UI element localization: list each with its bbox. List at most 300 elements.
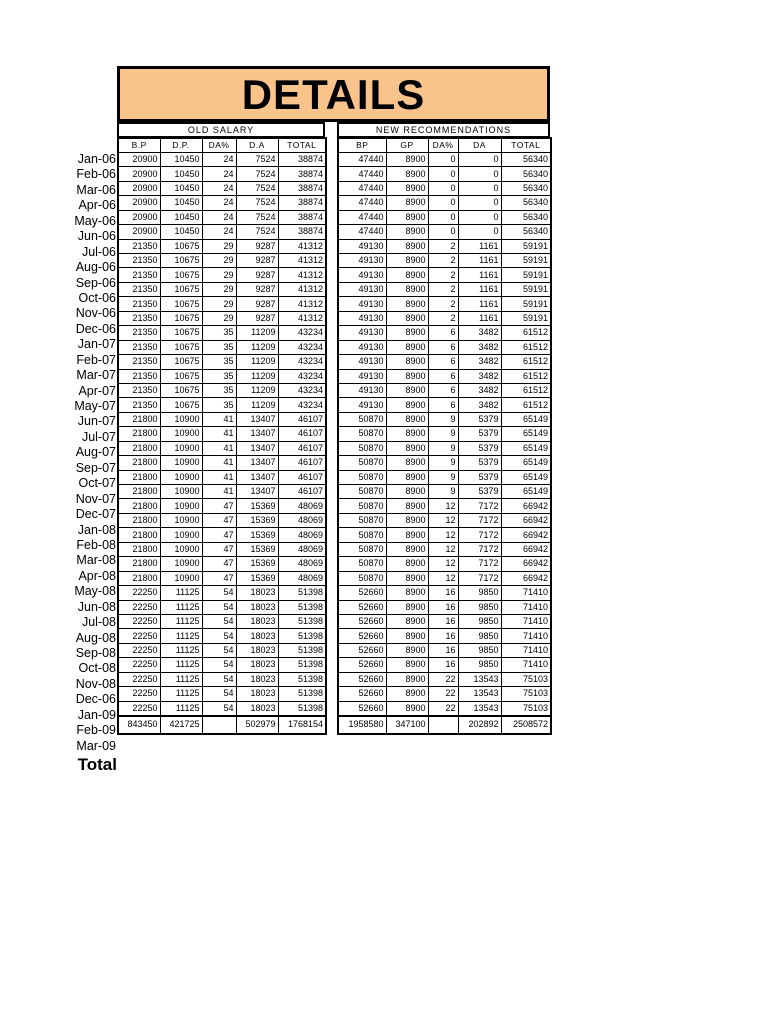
new-rec-cell: 12 [428,528,458,542]
old-salary-cell: 11209 [236,383,278,397]
old-salary-cell: 10900 [160,441,202,455]
new-rec-cell: 7172 [458,571,501,585]
new-rec-cell: 49130 [338,239,386,253]
old-salary-cell: 13407 [236,485,278,499]
month-label: Aug-07 [75,445,116,460]
new-rec-cell: 12 [428,571,458,585]
table-row [338,340,551,354]
new-rec-total-cell: 202892 [458,716,501,734]
new-rec-cell: 0 [458,152,501,166]
new-rec-cell: 2 [428,282,458,296]
new-rec-cell: 65149 [501,456,551,470]
table-row [118,152,326,166]
new-rec-cell: 50870 [338,542,386,556]
new-rec-total-cell: 1958580 [338,716,386,734]
old-salary-cell: 15369 [236,499,278,513]
table-row [118,254,326,268]
old-salary-cell: 20900 [118,181,160,195]
old-salary-cell: 21800 [118,528,160,542]
month-labels [40,152,117,754]
new-rec-cell: 8900 [386,427,428,441]
new-rec-cell: 47440 [338,181,386,195]
old-salary-cell: 22250 [118,701,160,715]
table-row [338,196,551,210]
month-label: Apr-06 [78,198,116,213]
new-rec-cell: 49130 [338,254,386,268]
new-rec-cell: 0 [428,196,458,210]
old-salary-cell: 38874 [278,225,326,239]
new-rec-cell: 5379 [458,427,501,441]
old-salary-cell: 21800 [118,470,160,484]
old-salary-cell: 20900 [118,196,160,210]
month-label: Jun-07 [77,414,116,429]
old-salary-cell: 21350 [118,355,160,369]
new-rec-cell: 66942 [501,542,551,556]
old-salary-cell: 47 [202,571,236,585]
old-salary-cell: 10900 [160,499,202,513]
old-salary-cell: 29 [202,239,236,253]
old-salary-cell: 51398 [278,701,326,715]
new-rec-cell: 56340 [501,167,551,181]
old-salary-cell: 46107 [278,470,326,484]
old-salary-cell: 15369 [236,542,278,556]
month-label: Oct-06 [78,290,116,305]
table-row [338,658,551,672]
old-salary-cell: 47 [202,542,236,556]
table-row [118,629,326,643]
old-salary-cell: 11125 [160,614,202,628]
old-salary-cell: 10900 [160,412,202,426]
new-rec-cell: 6 [428,340,458,354]
table-row [338,412,551,426]
new-rec-cell: 8900 [386,687,428,701]
new-rec-cell: 50870 [338,571,386,585]
new-rec-cell: 71410 [501,586,551,600]
table-row [338,672,551,686]
old-salary-column-header-row [118,138,326,152]
old-salary-cell: 51398 [278,672,326,686]
new-rec-cell: 56340 [501,152,551,166]
month-label: Jul-06 [81,244,116,259]
page-title: DETAILS [241,71,426,118]
old-salary-cell: 54 [202,586,236,600]
table-row [338,643,551,657]
new-rec-cell: 8900 [386,225,428,239]
old-salary-cell: 10675 [160,297,202,311]
new-rec-cell: 75103 [501,701,551,715]
old-salary-total-cell: 843450 [118,716,160,734]
old-salary-cell: 51398 [278,643,326,657]
old-salary-cell: 24 [202,225,236,239]
old-salary-cell: 47 [202,499,236,513]
new-rec-cell: 52660 [338,600,386,614]
new-rec-cell: 1161 [458,311,501,325]
month-label: Oct-07 [78,476,116,491]
new-rec-cell: 9 [428,470,458,484]
table-row [118,672,326,686]
old-salary-column-header: B.P [118,138,160,152]
new-rec-cell: 9 [428,412,458,426]
old-salary-cell: 11125 [160,672,202,686]
old-salary-cell: 43234 [278,326,326,340]
old-salary-cell: 22250 [118,672,160,686]
new-rec-cell: 5379 [458,441,501,455]
table-row [338,210,551,224]
new-rec-cell: 61512 [501,369,551,383]
old-salary-cell: 7524 [236,181,278,195]
new-rec-cell: 8900 [386,268,428,282]
new-rec-cell: 50870 [338,485,386,499]
table-row [338,167,551,181]
table-row [338,513,551,527]
new-rec-cell: 9850 [458,614,501,628]
new-rec-cell: 49130 [338,340,386,354]
old-salary-cell: 48069 [278,557,326,571]
new-rec-cell: 61512 [501,340,551,354]
new-rec-cell: 9 [428,485,458,499]
table-row [338,499,551,513]
old-salary-cell: 22250 [118,586,160,600]
new-rec-cell: 8900 [386,311,428,325]
new-rec-cell: 8900 [386,398,428,412]
new-rec-cell: 75103 [501,672,551,686]
old-salary-cell: 24 [202,152,236,166]
new-rec-cell: 8900 [386,542,428,556]
new-rec-cell: 61512 [501,355,551,369]
new-rec-cell: 52660 [338,629,386,643]
old-salary-cell: 21800 [118,427,160,441]
old-salary-cell: 9287 [236,239,278,253]
new-rec-cell: 6 [428,383,458,397]
new-rec-cell: 65149 [501,412,551,426]
new-rec-cell: 59191 [501,282,551,296]
new-rec-cell: 50870 [338,499,386,513]
old-salary-cell: 35 [202,326,236,340]
old-salary-cell: 54 [202,614,236,628]
old-salary-cell: 54 [202,643,236,657]
old-salary-cell: 43234 [278,369,326,383]
old-salary-cell: 21350 [118,383,160,397]
table-row [118,282,326,296]
new-rec-cell: 8900 [386,340,428,354]
table-row [118,196,326,210]
new-rec-cell: 3482 [458,398,501,412]
new-rec-cell: 0 [458,225,501,239]
table-row [118,658,326,672]
month-label: Aug-08 [75,630,116,645]
old-salary-cell: 13407 [236,412,278,426]
new-rec-column-header-row [338,138,551,152]
month-label: Sep-06 [75,275,116,290]
old-salary-cell: 13407 [236,441,278,455]
table-row [338,297,551,311]
new-rec-cell: 22 [428,701,458,715]
new-rec-cell: 9850 [458,658,501,672]
old-salary-cell: 10675 [160,282,202,296]
new-rec-cell: 71410 [501,600,551,614]
new-rec-column-header: DA% [428,138,458,152]
old-salary-cell: 29 [202,268,236,282]
new-rec-cell: 8900 [386,210,428,224]
month-label: Mar-07 [76,368,116,383]
old-salary-cell: 10450 [160,196,202,210]
old-salary-cell: 46107 [278,412,326,426]
new-rec-cell: 1161 [458,282,501,296]
old-salary-cell: 46107 [278,441,326,455]
old-salary-cell: 38874 [278,181,326,195]
old-salary-cell: 43234 [278,340,326,354]
new-rec-cell: 71410 [501,614,551,628]
new-rec-cell: 9 [428,441,458,455]
month-label: Dec-06 [75,321,116,336]
new-rec-cell: 9 [428,427,458,441]
new-rec-cell: 59191 [501,239,551,253]
new-rec-cell: 16 [428,586,458,600]
new-rec-total-cell [428,716,458,734]
table-row [338,383,551,397]
old-salary-cell: 21800 [118,441,160,455]
old-salary-cell: 10900 [160,456,202,470]
new-rec-cell: 8900 [386,658,428,672]
new-rec-cell: 12 [428,513,458,527]
old-salary-cell: 10450 [160,152,202,166]
table-row [338,427,551,441]
old-salary-cell: 15369 [236,528,278,542]
new-rec-cell: 47440 [338,196,386,210]
old-salary-cell: 41 [202,427,236,441]
old-salary-cell: 11209 [236,398,278,412]
new-rec-cell: 8900 [386,643,428,657]
old-salary-column-header: TOTAL [278,138,326,152]
new-rec-cell: 0 [458,196,501,210]
new-rec-cell: 2 [428,311,458,325]
old-salary-cell: 20900 [118,152,160,166]
old-salary-cell: 21350 [118,369,160,383]
new-rec-cell: 3482 [458,369,501,383]
new-rec-cell: 13543 [458,672,501,686]
new-rec-cell: 50870 [338,557,386,571]
old-salary-cell: 20900 [118,210,160,224]
old-salary-cell: 29 [202,254,236,268]
new-rec-cell: 7172 [458,557,501,571]
new-rec-cell: 0 [428,181,458,195]
table-row [118,239,326,253]
new-rec-cell: 16 [428,643,458,657]
table-row [118,383,326,397]
new-rec-cell: 66942 [501,528,551,542]
new-rec-cell: 8900 [386,355,428,369]
table-row [118,485,326,499]
old-salary-cell: 47 [202,513,236,527]
month-label: Jun-06 [77,229,116,244]
new-rec-cell: 47440 [338,152,386,166]
old-salary-cell: 54 [202,672,236,686]
new-rec-cell: 56340 [501,210,551,224]
old-salary-cell: 10900 [160,542,202,556]
old-salary-total-cell: 421725 [160,716,202,734]
new-rec-cell: 8900 [386,412,428,426]
table-row [118,369,326,383]
old-salary-cell: 54 [202,658,236,672]
new-rec-cell: 0 [428,167,458,181]
new-rec-cell: 0 [428,152,458,166]
old-salary-cell: 9287 [236,268,278,282]
month-label: May-08 [74,584,116,599]
table-row [338,600,551,614]
month-label: May-06 [74,213,116,228]
month-label: Jul-08 [81,615,116,630]
old-salary-cell: 21350 [118,297,160,311]
new-recommendations-header: NEW RECOMMENDATIONS [337,122,550,138]
old-salary-cell: 35 [202,369,236,383]
new-rec-cell: 49130 [338,369,386,383]
new-rec-cell: 66942 [501,513,551,527]
old-salary-cell: 13407 [236,456,278,470]
old-salary-cell: 10900 [160,470,202,484]
table-row [338,181,551,195]
new-rec-cell: 61512 [501,326,551,340]
table-row [118,513,326,527]
month-label: Apr-07 [78,383,116,398]
new-rec-cell: 50870 [338,427,386,441]
new-rec-cell: 52660 [338,586,386,600]
old-salary-cell: 10675 [160,239,202,253]
old-salary-cell: 54 [202,701,236,715]
old-salary-cell: 48069 [278,542,326,556]
new-rec-cell: 0 [458,210,501,224]
new-rec-cell: 50870 [338,456,386,470]
new-rec-cell: 61512 [501,383,551,397]
new-rec-cell: 49130 [338,398,386,412]
old-salary-cell: 18023 [236,643,278,657]
table-row [338,239,551,253]
new-rec-cell: 6 [428,398,458,412]
new-rec-cell: 8900 [386,152,428,166]
old-salary-cell: 18023 [236,687,278,701]
new-rec-column-header: GP [386,138,428,152]
new-rec-cell: 8900 [386,571,428,585]
old-salary-cell: 22250 [118,629,160,643]
new-rec-cell: 47440 [338,167,386,181]
new-rec-cell: 71410 [501,643,551,657]
month-label: Aug-06 [75,260,116,275]
table-row [338,456,551,470]
table-row [338,369,551,383]
old-salary-cell: 20900 [118,167,160,181]
new-rec-cell: 59191 [501,268,551,282]
old-salary-cell: 22250 [118,600,160,614]
old-salary-cell: 51398 [278,614,326,628]
new-rec-cell: 8900 [386,254,428,268]
new-rec-cell: 8900 [386,167,428,181]
old-salary-cell: 21800 [118,557,160,571]
table-row [118,542,326,556]
new-rec-cell: 9850 [458,586,501,600]
old-salary-cell: 7524 [236,225,278,239]
old-salary-cell: 21350 [118,254,160,268]
table-row [338,571,551,585]
new-rec-cell: 8900 [386,528,428,542]
old-salary-cell: 38874 [278,196,326,210]
new-rec-total-row [338,716,551,734]
old-salary-cell: 29 [202,297,236,311]
old-salary-cell: 11125 [160,701,202,715]
new-rec-cell: 8900 [386,297,428,311]
old-salary-cell: 54 [202,629,236,643]
old-salary-cell: 47 [202,528,236,542]
old-salary-cell: 24 [202,181,236,195]
old-salary-cell: 21800 [118,412,160,426]
old-salary-cell: 13407 [236,427,278,441]
new-rec-cell: 52660 [338,687,386,701]
table-row [338,282,551,296]
old-salary-cell: 7524 [236,196,278,210]
old-salary-cell: 51398 [278,600,326,614]
old-salary-cell: 43234 [278,398,326,412]
old-salary-cell: 35 [202,398,236,412]
new-rec-cell: 13543 [458,701,501,715]
new-rec-cell: 49130 [338,355,386,369]
old-salary-header: OLD SALARY [117,122,325,138]
old-salary-cell: 21350 [118,282,160,296]
old-salary-cell: 21800 [118,513,160,527]
old-salary-cell: 35 [202,383,236,397]
new-rec-cell: 12 [428,557,458,571]
new-rec-cell: 2 [428,297,458,311]
old-salary-total-cell [202,716,236,734]
table-row [118,167,326,181]
new-rec-cell: 0 [428,225,458,239]
new-recommendations-table [337,137,552,735]
new-rec-cell: 16 [428,614,458,628]
old-salary-cell: 10675 [160,268,202,282]
new-rec-cell: 7172 [458,528,501,542]
new-rec-cell: 5379 [458,485,501,499]
new-rec-cell: 13543 [458,687,501,701]
new-rec-cell: 49130 [338,268,386,282]
old-salary-cell: 21350 [118,311,160,325]
old-salary-column-header: D.A [236,138,278,152]
month-label: Jul-07 [81,429,116,444]
new-rec-cell: 8900 [386,672,428,686]
new-rec-cell: 0 [428,210,458,224]
old-salary-cell: 41 [202,412,236,426]
new-rec-cell: 8900 [386,456,428,470]
old-salary-cell: 41312 [278,268,326,282]
new-rec-cell: 49130 [338,297,386,311]
old-salary-cell: 7524 [236,210,278,224]
old-salary-column-header: DA% [202,138,236,152]
old-salary-cell: 21350 [118,398,160,412]
new-rec-cell: 65149 [501,427,551,441]
new-rec-cell: 8900 [386,239,428,253]
old-salary-cell: 22250 [118,658,160,672]
old-salary-cell: 24 [202,196,236,210]
new-rec-cell: 50870 [338,441,386,455]
new-rec-cell: 8900 [386,441,428,455]
old-salary-cell: 41 [202,470,236,484]
old-salary-cell: 18023 [236,658,278,672]
old-salary-cell: 48069 [278,571,326,585]
new-rec-cell: 50870 [338,528,386,542]
old-salary-cell: 9287 [236,282,278,296]
old-salary-cell: 10675 [160,254,202,268]
new-rec-cell: 49130 [338,311,386,325]
table-row [118,586,326,600]
new-rec-cell: 49130 [338,326,386,340]
old-salary-cell: 10900 [160,427,202,441]
new-rec-cell: 52660 [338,701,386,715]
